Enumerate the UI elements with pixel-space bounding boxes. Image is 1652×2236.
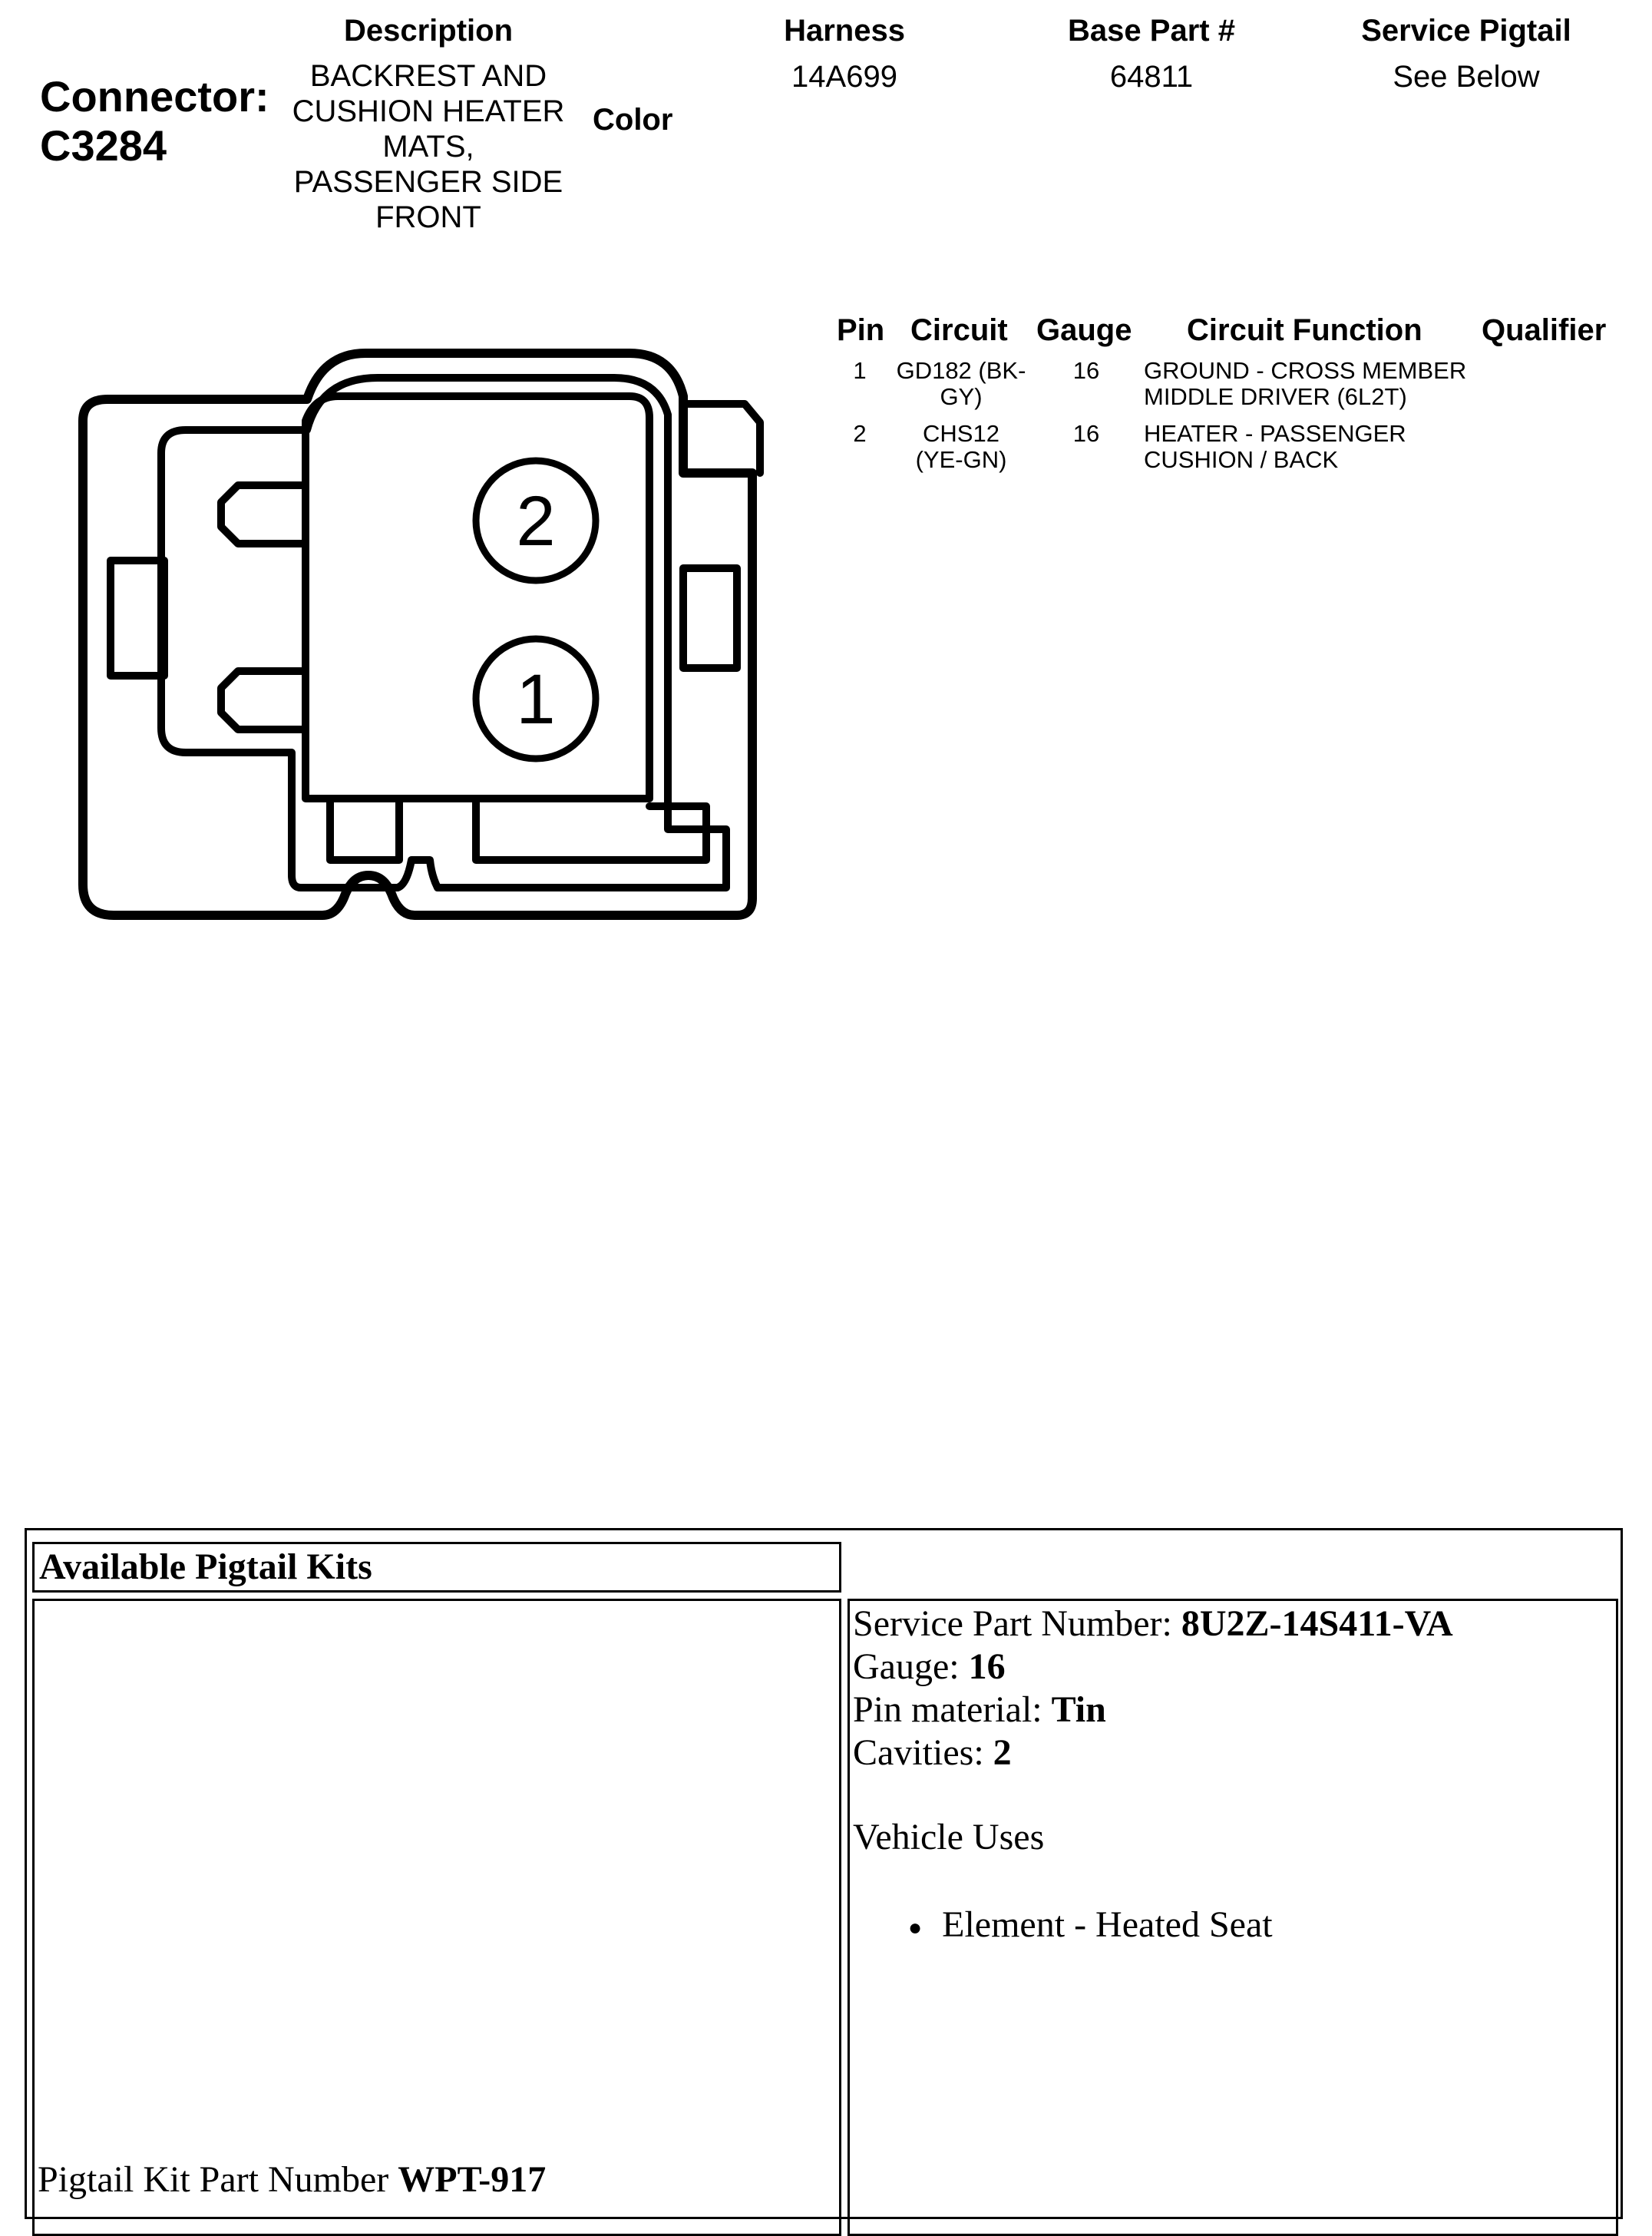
pigtail-title: Available Pigtail Kits (39, 1546, 372, 1587)
gauge-value: 16 (1072, 357, 1100, 384)
locking-tab (111, 561, 164, 676)
gauge-column-header: Gauge (1036, 313, 1132, 347)
housing-inner-outline (161, 378, 726, 888)
connector-id: C3284 (40, 121, 167, 170)
pigtail-title-box (32, 1542, 841, 1593)
circuit-code: CHS12 (YE-GN) (915, 420, 1007, 473)
pin-material-detail: Pin material: Tin (853, 1689, 1106, 1730)
latch-recess (221, 485, 306, 544)
gauge-detail: Gauge: 16 (853, 1646, 1006, 1687)
right-tab-upper (683, 404, 760, 473)
latch-recess-lower (221, 671, 306, 729)
right-tab-middle (683, 568, 737, 668)
gauge-value: 16 (1072, 420, 1100, 447)
pigtail-details-panel (847, 1599, 1618, 2236)
pin-label-2: 2 (516, 482, 556, 561)
service-part-number: Service Part Number: 8U2Z-14S411-VA (853, 1603, 1453, 1644)
color-label: Color (593, 103, 673, 137)
cavities-detail: Cavities: 2 (853, 1732, 1012, 1773)
qualifier-column-header: Qualifier (1482, 313, 1607, 347)
circuit-column-header: Circuit (910, 313, 1008, 347)
kit-part-number: Pigtail Kit Part Number WPT-917 (38, 2159, 547, 2200)
harness-value: 14A699 (791, 60, 897, 94)
pigtail-kit-panel (32, 1599, 841, 2236)
base-part-header: Base Part # (1068, 14, 1235, 48)
connector-label: Connector: (40, 72, 269, 121)
pin-column-header: Pin (837, 313, 885, 347)
bullet-icon: ● (908, 1914, 923, 1940)
service-pigtail-value: See Below (1393, 60, 1540, 94)
pin-number: 2 (853, 420, 867, 447)
description-value: BACKREST AND CUSHION HEATER MATS, PASSENGER SIDE FRONT (292, 59, 565, 234)
cavity-block (306, 396, 649, 799)
connector-face-diagram (77, 338, 783, 937)
description-header: Description (343, 14, 514, 48)
pin-label-1: 1 (516, 660, 556, 739)
vehicle-use-item: ● Element - Heated Seat (908, 1904, 1273, 1945)
circuit-function: GROUND - CROSS MEMBER MIDDLE DRIVER (6L2T) (1144, 357, 1467, 410)
service-pigtail-header: Service Pigtail (1361, 14, 1571, 48)
circuit-function: HEATER - PASSENGER CUSHION / BACK (1144, 420, 1406, 473)
harness-header: Harness (784, 14, 905, 48)
bottom-notch-left (330, 799, 399, 860)
pin-number: 1 (853, 357, 867, 384)
vehicle-uses-label: Vehicle Uses (853, 1817, 1045, 1857)
circuit-code: GD182 (BK- GY) (896, 357, 1026, 410)
circuit-function-column-header: Circuit Function (1187, 313, 1422, 347)
base-part-value: 64811 (1109, 60, 1194, 94)
